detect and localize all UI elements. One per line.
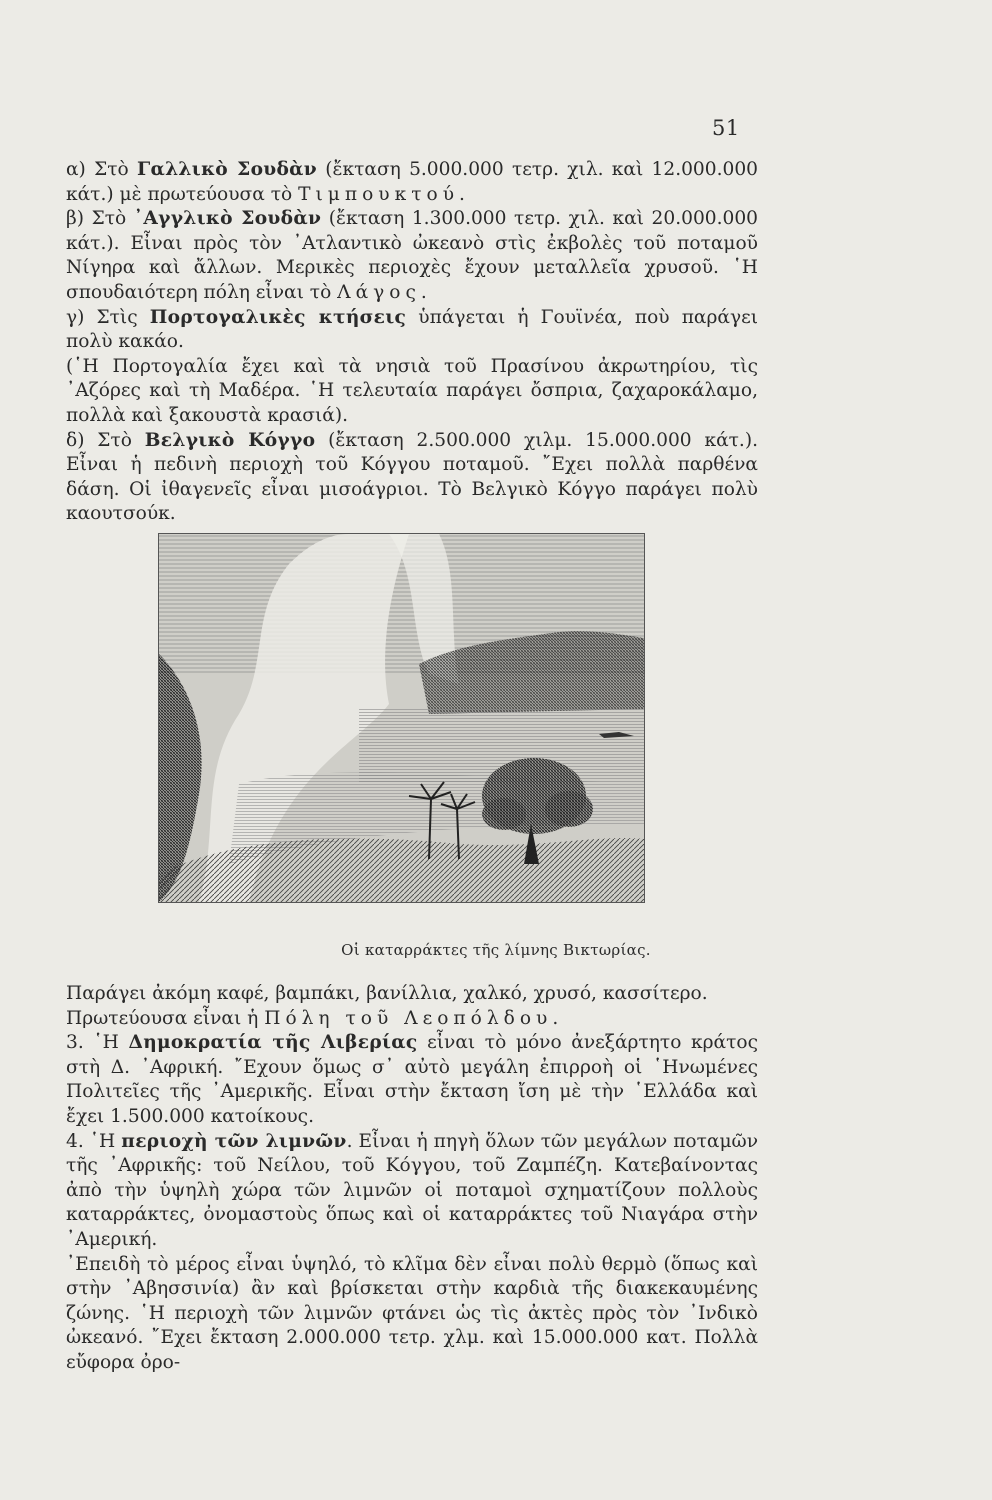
paragraph-text: εἶναι τὸ μόνο ἀνεξάρτητο κράτος στὴ Δ. ᾿Αφρική. ῎Εχουν ὅμως σ᾿ αὐτὸ μεγάλη ἐπιρροὴ οἱ ῾Ηνωμένες Πολιτεῖες τῆς ᾿Αμερικῆς. Εἶναι στὴν ἔκταση ἴση μὲ τὴν ῾Ελλάδα καὶ ἔχει 1.500.000 κατοίκους. (66, 1032, 759, 1127)
item-label: 3. ῾Η (66, 1032, 129, 1054)
spaced-term: Λάγος (337, 281, 421, 303)
paragraph-text: ὑπάγεται ἡ Γουϊνέα, ποὺ παράγει πολὺ κακάο. (66, 306, 758, 353)
paragraph-text: (ἔκταση 2.500.000 χιλμ. 15.000.000 κάτ.). Εἶναι ἡ πεδινὴ περιοχὴ τοῦ Κόγγου ποταμοῦ. ῎Εχει πολλὰ παρθένα δάση. Οἱ ἰθαγενεῖς εἶναι μισοάγριοι. Τὸ Βελγικὸ Κόγγο παράγει πολὺ καουτσούκ. (66, 429, 759, 525)
paragraph-belgian-congo (66, 429, 758, 527)
bold-term: Δημοκρατία τῆς Λιβερίας (128, 1032, 418, 1054)
item-label: γ) Στὶς (66, 306, 150, 328)
spaced-term: Τιμπουκτού (298, 183, 460, 205)
paragraph-end: . (552, 1007, 559, 1029)
item-label: δ) Στὸ (66, 429, 145, 451)
paragraph-text: Πρωτεύουσα εἶναι ἡ (66, 1007, 265, 1029)
page-number: 51 (712, 116, 740, 140)
engraving-svg (159, 534, 644, 902)
victoria-falls-illustration (158, 533, 645, 903)
paragraph-portugal-islands (66, 355, 758, 429)
paragraph-portuguese-possessions (66, 306, 758, 355)
paragraph-english-sudan (66, 207, 758, 305)
bold-term: ᾿Αγγλικὸ Σουδὰν (133, 208, 322, 230)
top-text-block (66, 158, 758, 527)
paragraph-text: (ἔκταση 1.300.000 τετρ. χιλ. καὶ 20.000.000 κάτ.). Εἶναι πρὸς τὸν ᾿Ατλαντικὸ ὠκεανὸ στὶς ἐκβολὲς τοῦ ποταμοῦ Νίγηρα καὶ ἄλλων. Μερικὲς περιοχὲς ἔχουν μεταλλεῖα χρυσοῦ. ῾Η σπουδαιότερη πόλη εἶναι τὸ (66, 208, 759, 303)
item-label: α) Στὸ (66, 159, 137, 180)
paragraph-capital (66, 1007, 758, 1032)
paragraph-end: . (420, 281, 427, 303)
paragraph-text: ᾿Επειδὴ τὸ μέρος εἶναι ὑψηλό, τὸ κλῖμα δὲν εἶναι πολὺ θερμὸ (ὅπως καὶ στὴν ᾿Αβησσινία) ἂν καὶ βρίσκεται στὴν καρδιὰ τῆς διακεκαυμένης ζώνης. ῾Η περιοχὴ τῶν λιμνῶν φτάνει ὡς τὶς ἀκτὲς πρὸς τὸν ᾿Ινδικὸ ὠκεανό. ῎Εχει ἔκταση 2.000.000 τετρ. χλμ. καὶ 15.000.000 κατ. Πολλὰ εὔφορα ὀρο- (66, 1253, 758, 1373)
bold-term: Γαλλικὸ Σουδὰν (136, 159, 317, 180)
bottom-text-block (66, 982, 758, 1376)
spaced-term: Πόλη τοῦ Λεοπόλδου (264, 1007, 553, 1029)
paragraph-liberia (66, 1031, 758, 1129)
paragraph-text: (ἔκταση 5.000.000 τετρ. χιλ. καὶ 12.000.000 κάτ.) μὲ πρωτεύουσα τὸ (66, 159, 758, 205)
paragraph-climate (66, 1253, 758, 1376)
item-label: 4. ῾Η (66, 1130, 122, 1152)
figure-caption: Οἱ καταρράκτες τῆς λίμνης Βικτωρίας. (341, 941, 651, 959)
paragraph-text: . Εἶναι ἡ πηγὴ ὅλων τῶν μεγάλων ποταμῶν τῆς ᾿Αφρικῆς: τοῦ Νείλου, τοῦ Κόγγου, τοῦ Ζαμπέζη. Κατεβαίνοντας ἀπὸ τὴν ὑψηλὴ χώρα τῶν λιμνῶν οἱ ποταμοὶ σχηματίζουν πολλοὺς καταρράκτες, ὀνομαστοὺς ὅπως καὶ οἱ καταρράκτες τοῦ Νιαγάρα στὴν ᾿Αμερική. (66, 1130, 758, 1250)
paragraph-text: Παράγει ἀκόμη καφέ, βαμπάκι, βανίλλια, χαλκό, χρυσό, κασσίτερο. (66, 983, 708, 1004)
paragraph-text: (῾Η Πορτογαλία ἔχει καὶ τὰ νησιὰ τοῦ Πρασίνου ἀκρωτηρίου, τὶς ᾿Αζόρες καὶ τὴ Μαδέρα. ῾Η τελευταία παράγει ὄσπρια, ζαχαροκάλαμο, πολλὰ καὶ ξακουστὰ κρασιά). (66, 355, 758, 426)
bold-term: Βελγικὸ Κόγγο (144, 429, 316, 451)
paragraph-products (66, 982, 758, 1007)
paragraph-lakes-region (66, 1130, 758, 1253)
paragraph-end: . (459, 183, 465, 205)
bold-term: περιοχὴ τῶν λιμνῶν (121, 1130, 347, 1152)
bold-term: Πορτογαλικὲς κτήσεις (149, 306, 407, 328)
paragraph-french-sudan (66, 158, 758, 207)
item-label: β) Στὸ (66, 208, 134, 230)
